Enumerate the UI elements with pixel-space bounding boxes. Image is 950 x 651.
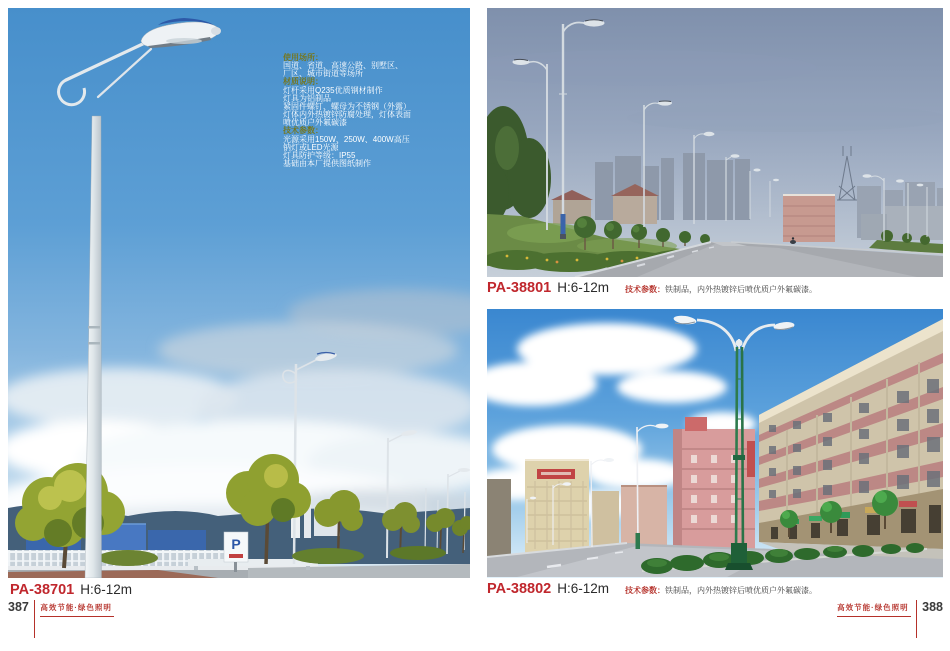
overlay-line: 国道、省道、高速公路、别墅区、 xyxy=(283,61,403,71)
footer-divider xyxy=(34,600,36,638)
overlay-heading-tech: 技术参数： xyxy=(283,126,323,136)
overlay-line: 钠灯或LED光源 xyxy=(283,142,339,152)
footer-right xyxy=(837,600,943,638)
page-number-right: 388 xyxy=(922,600,943,614)
parking-sign-letter: P xyxy=(231,536,241,552)
product-code: PA-38802 xyxy=(487,581,552,597)
spec-text: 铁制品，内外热镀锌后喷优质户外氟碳漆。 xyxy=(664,586,817,595)
page-number-left: 387 xyxy=(8,600,29,614)
overlay-heading-usage: 使用场所： xyxy=(283,53,323,62)
product-spec xyxy=(625,585,817,596)
photo-pa-38801 xyxy=(487,8,943,277)
commercial-street-scene xyxy=(487,309,943,578)
footer-slogan-left: 高效节能·绿色照明 xyxy=(40,602,114,617)
overlay-line: 喷优质户外氟碳漆 xyxy=(283,118,347,128)
avenue-streetlights-scene xyxy=(487,8,943,277)
product-height: H:6-12m xyxy=(557,280,609,295)
spec-overlay xyxy=(283,54,433,168)
product-code: PA-38701 xyxy=(10,582,75,598)
overlay-line: 灯具防护等级：IP55 xyxy=(283,150,356,160)
overlay-line: 灯具为铝制品 xyxy=(283,93,331,103)
overlay-line: 基础由本厂提供图纸制作 xyxy=(283,159,371,169)
footer-slogan-right: 高效节能·绿色照明 xyxy=(837,602,911,617)
product-height: H:6-12m xyxy=(80,582,132,597)
overlay-heading-material: 材质说明： xyxy=(283,77,323,87)
footer-left xyxy=(8,600,114,638)
footer-divider xyxy=(916,600,918,638)
product-code: PA-38801 xyxy=(487,280,552,296)
spec-label: 技术参数： xyxy=(624,586,665,595)
overlay-line: 光源采用150W、250W、400W高压 xyxy=(283,134,410,144)
overlay-line: 厂区、城市街道等场所 xyxy=(283,69,363,79)
overlay-line: 紧固件螺钉、螺母为不锈钢（外露） xyxy=(283,101,411,111)
spec-label: 技术参数： xyxy=(624,285,665,294)
product-label-pa-38801 xyxy=(487,280,817,296)
overlay-line: 灯杆采用Q235优质钢材制作 xyxy=(283,85,383,95)
overlay-line: 灯体内外热镀锌防腐处理，灯体表面 xyxy=(283,110,411,120)
product-label-pa-38701 xyxy=(10,582,132,598)
spec-text: 铁制品，内外热镀锌后喷优质户外氟碳漆。 xyxy=(664,285,817,294)
product-label-pa-38802 xyxy=(487,581,817,597)
product-spec xyxy=(625,284,817,295)
photo-pa-38802 xyxy=(487,309,943,578)
photo-pa-38701 xyxy=(8,8,470,578)
product-height: H:6-12m xyxy=(557,581,609,596)
